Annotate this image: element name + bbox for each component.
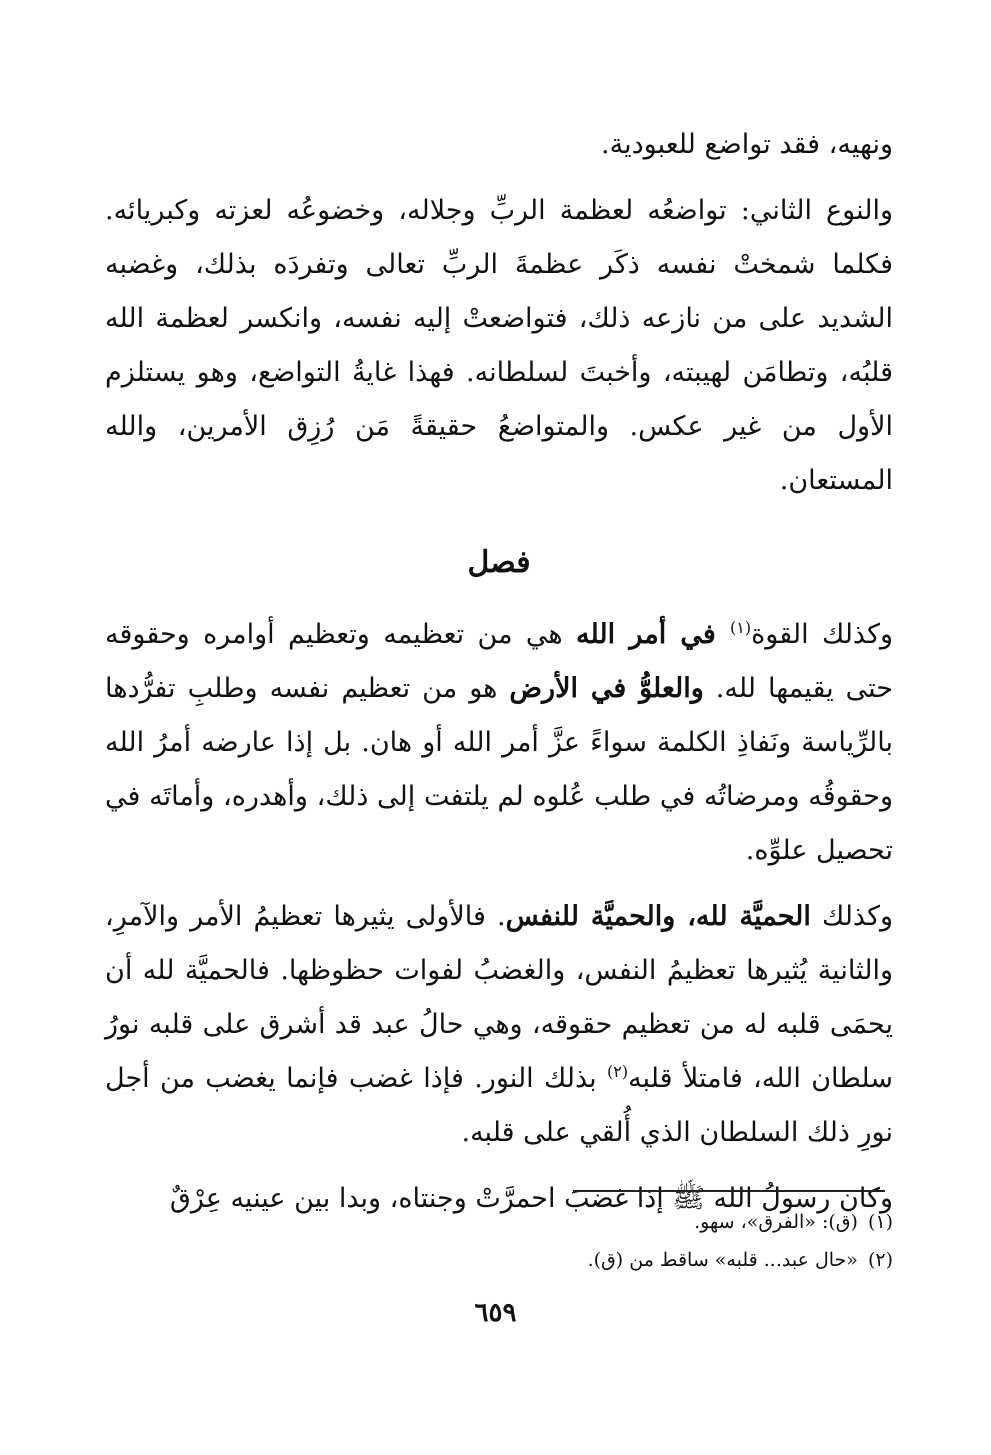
bold-phrase: والعلوُّ في الأرض (509, 673, 704, 704)
text-segment: بذلك النور. فإذا غضب فإنما يغضب من أجل نورِ ذلك السلطان الذي أُلقي على قلبه. (105, 1063, 893, 1148)
footnote-number: (٢) (867, 1249, 893, 1271)
paragraph-second-type: والنوع الثاني: تواضعُه لعظمة الربِّ وجلاله، وخضوعُه لعزته وكبريائه. فكلما شمختْ نفسه ذكَر عظمةَ الربِّ تعالى وتفردَه بذلك، وغضبه الشديد على من نازعه ذلك، فتواضعتْ إليه نفسه، وانكسر لعظمة الله قلبُه، وتطامَن لهيبته، وأخبتَ لسلطانه. فهذا غايةُ التواضع، وهو يستلزم الأول من غير عكس. والمتواضعُ حقيقةً مَن رُزِق الأمرين، والله المستعان. (105, 195, 893, 496)
paragraph-continuation: ونهيه، فقد تواضع للعبودية. (601, 129, 893, 160)
page-body (105, 118, 893, 1238)
text-segment: هو من تعظيم نفسه وطلبِ تفرُّدها بالرِّياسة ونَفاذِ الكلمة سواءً عزَّ أمر الله أو هان. بل إذا عارضه أمرُ الله وحقوقُه ومرضاتُه في طلب عُلوه لم يلتفت إلى ذلك، وأهدره، وأماتَه في تحصيل علوِّه. (105, 673, 893, 866)
footnotes (193, 1203, 893, 1279)
text-segment: . فالأولى يثيرها تعظيمُ الأمر والآمرِ، والثانية يُثيرها تعظيمُ النفس، والغضبُ لفوات حظوظها. فالحميَّة لله أن يحمَى قلبه له من تعظيم حقوقه، وهي حالُ عبد قد أشرق على قلبه نورُ سلطان الله، فامتلأ قلبه (105, 901, 893, 1094)
footnote-number: (١) (867, 1211, 893, 1233)
bold-phrase: في أمر الله (576, 619, 730, 650)
bold-phrase: الحميَّة لله، والحميَّة للنفس (505, 901, 811, 932)
page-number: ٦٥٩ (474, 1298, 517, 1328)
paragraph-strength (105, 608, 893, 878)
text-segment: وكذلك (810, 901, 893, 932)
footnote-text: «حال عبد... قلبه» ساقط من (ق). (587, 1249, 858, 1271)
text-segment: وكذلك القوة (751, 619, 893, 650)
section-heading: فصل (467, 545, 531, 580)
paragraph-prophet: وكان رسولُ الله ﷺ إذا غضبَ احمرَّتْ وجنتاه، وبدا بين عينيه عِرْقٌ (169, 1183, 893, 1214)
paragraph-zeal (105, 890, 893, 1160)
footnote-text: (ق): «الفرق»، سهو. (694, 1211, 858, 1233)
footnote-separator (573, 1190, 885, 1192)
footnote (193, 1241, 893, 1279)
footnote (193, 1203, 893, 1241)
footnote-ref-2: (٢) (606, 1062, 629, 1081)
text-segment: هي من تعظيمه وتعظيم أوامره وحقوقه حتى يقيمها لله. (105, 619, 893, 704)
footnote-ref-1: (١) (730, 618, 752, 637)
